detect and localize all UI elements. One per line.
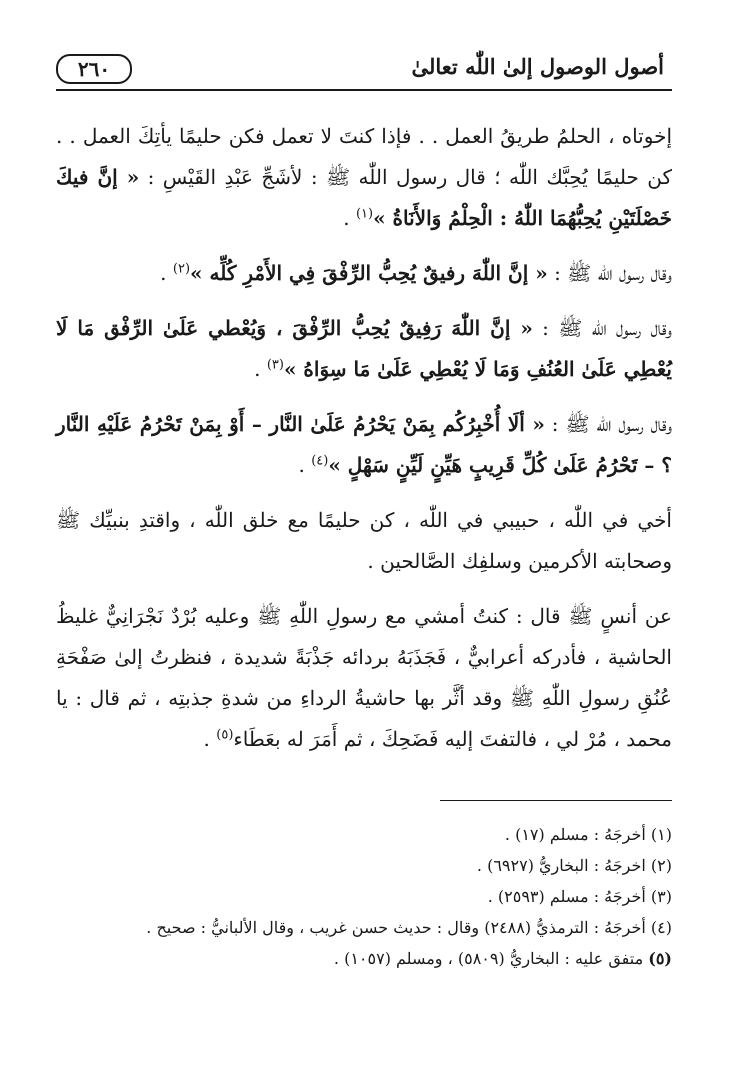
page-header [56, 40, 672, 92]
book-page [56, 40, 672, 974]
footnote-marker[interactable]: (٣) [266, 357, 284, 373]
footnote-item [56, 850, 672, 881]
footnote-item [56, 881, 672, 912]
paragraph-6 [56, 596, 672, 760]
paragraph-text: أخي في اللّٰه ، حبيبي في اللّٰه ، كن حليمًا مع خلق اللّٰه ، واقتدِ بنبيِّك ﷺ وصحابته الأكرمين وسلفِك الصَّالحين . [56, 508, 672, 573]
footnote-text: أخرجَهُ : مسلم (١٧) . [504, 825, 646, 844]
footnote-text: أخرجَهُ : الترمذيُّ (٢٤٨٨) وقال : حديث حسن غريب ، وقال الألبانيُّ : صحيح . [146, 918, 646, 937]
footnote-text: متفق عليه : البخاريُّ (٥٨٠٩) ، ومسلم (١٠٥٧) . [333, 949, 644, 968]
body-text [56, 116, 672, 760]
hadith-quote: « إنَّ فيكَ خَصْلَتَيْنِ يُحِبُّهُمَا اللّٰهُ : الْحِلْمُ وَالأَنَاةُ » [56, 165, 672, 230]
paragraph-1 [56, 116, 672, 239]
footnote-text: أخرجَهُ : مسلم (٢٥٩٣) . [487, 887, 646, 906]
paragraph-end: . [160, 261, 173, 285]
page-number-badge: ٢٦٠ [56, 54, 132, 84]
footnotes [56, 819, 672, 974]
footnote-marker[interactable]: (١) [355, 206, 374, 222]
footnote-number: (٤) [650, 918, 672, 937]
footnote-number: (٢) [650, 856, 672, 875]
footnote-item [56, 912, 672, 943]
paragraph-text: عن أنسٍ ﷺ قال : كنتُ أمشي مع رسولِ اللّٰهِ ﷺ وعليه بُرْدٌ نَجْرَانِيٌّ غليظُ الحاشية ، فأدركه أعرابيٌّ ، فَجَذَبَهُ بردائه جَذْبَةً شديدة ، فنظرتُ إلىٰ صَفْحَةِ عُنُقِ رسولِ اللّٰهِ ﷺ وقد أثَّر بها حاشيةُ الرداءِ من شدةِ جذبتِه ، ثم قال : يا محمد ، مُرْ لي ، فالتفتَ إليه فَضَحِكَ ، ثم أَمَرَ له بعَطَاء [56, 604, 672, 751]
paragraph-4 [56, 404, 672, 486]
footnote-marker[interactable]: (٤) [311, 453, 329, 469]
hadith-quote: « ألَا أُخْبِرُكُم بِمَنْ يَحْرُمُ عَلَىٰ النَّار – أَوْ بِمَنْ تَحْرُمُ عَلَيْهِ النَّار ؟ – تَحْرُمُ عَلَىٰ كُلِّ قَرِيبٍ هَيِّنٍ لَيِّنٍ سَهْلٍ » [56, 412, 672, 477]
paragraph-text: وقال رسول اللّٰه ﷺ : [544, 412, 673, 436]
paragraph-text: وقال رسول اللّٰه ﷺ : [532, 316, 672, 340]
footnote-number: (٣) [650, 887, 672, 906]
footnote-divider [440, 800, 672, 801]
hadith-quote: « إنَّ اللّٰهَ رَفِيقٌ يُحِبُّ الرِّفْقَ ، وَيُعْطي عَلَىٰ الرِّفْق مَا لَا يُعْطِي عَلَىٰ العُنُفِ وَمَا لَا يُعْطِي عَلَىٰ مَا سِوَاهُ » [56, 316, 672, 381]
footnote-item [56, 943, 672, 974]
paragraph-5 [56, 500, 672, 582]
paragraph-text: وقال رسول اللّٰه ﷺ : [547, 261, 672, 285]
paragraph-end: . [203, 727, 217, 751]
footnote-item [56, 819, 672, 850]
paragraph-2 [56, 253, 672, 294]
footnote-number: (٥) [648, 949, 672, 968]
header-divider [56, 89, 672, 91]
paragraph-3 [56, 308, 672, 390]
paragraph-end: . [298, 453, 312, 477]
hadith-quote: « إنَّ اللّٰهَ رفيقٌ يُحِبُّ الرِّفْقَ فِي الأَمْرِ كُلِّه » [190, 261, 548, 285]
paragraph-end: . [254, 357, 267, 381]
paragraph-end: . [343, 206, 356, 230]
footnote-marker[interactable]: (٥) [216, 727, 234, 743]
footnote-number: (١) [650, 825, 672, 844]
footnote-marker[interactable]: (٢) [172, 261, 191, 277]
paragraph-text: إخوتاه ، الحلمُ طريقُ العمل . . فإذا كنتَ لا تعمل فكن حليمًا يأتِكَ العمل . . كن حليمًا يُحِبَّك اللّٰه ؛ قال رسول اللّٰه ﷺ : لأشَجِّ عَبْدِ القَيْسِ : [56, 124, 672, 189]
running-title: أصول الوصول إلىٰ اللّٰه تعالىٰ [411, 54, 664, 79]
footnote-text: اخرجَهُ : البخاريُّ (٦٩٢٧) . [476, 856, 646, 875]
